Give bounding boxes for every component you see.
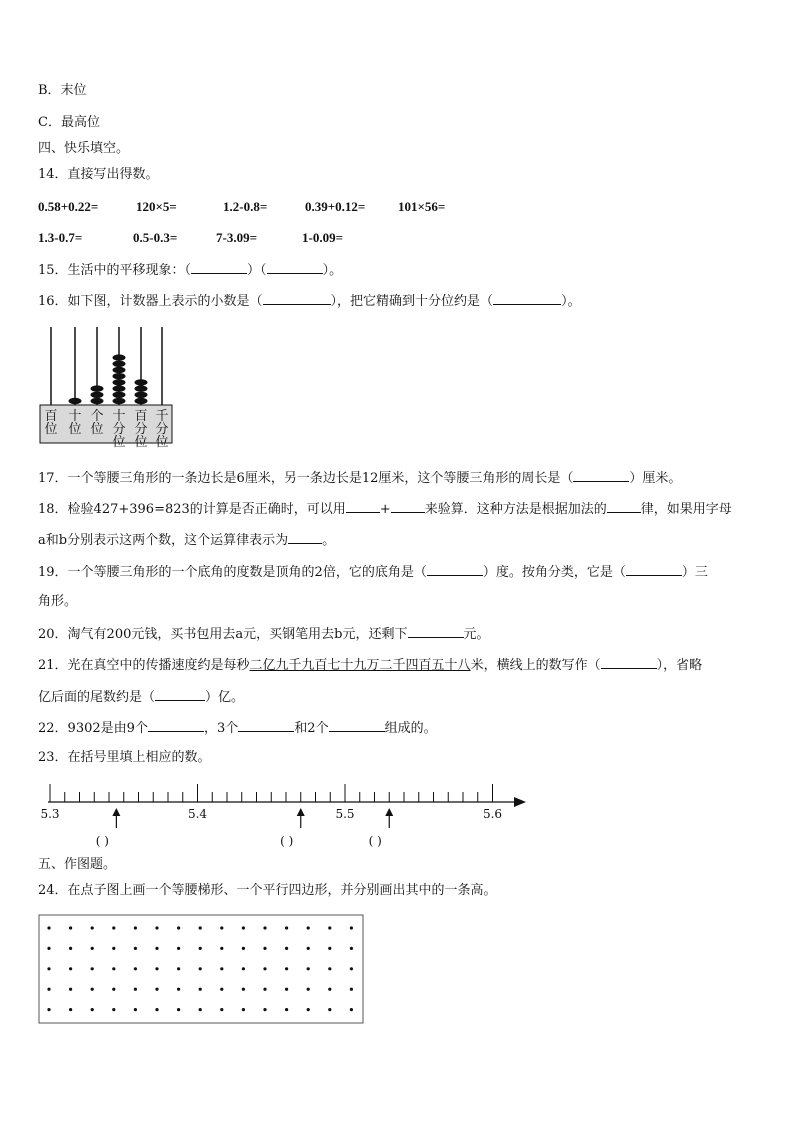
- grid-dot: [177, 1008, 180, 1011]
- number-line-tick-label: 5.4: [187, 807, 208, 821]
- abacus-bead: [113, 361, 126, 367]
- answer-parentheses: ( ): [95, 834, 109, 848]
- grid-dot: [134, 1008, 137, 1011]
- grid-dot: [285, 967, 288, 970]
- grid-dot: [69, 988, 72, 991]
- option-c: C．最高位: [38, 115, 100, 130]
- number-line-tick-label: 5.5: [335, 807, 355, 821]
- grid-dot: [328, 988, 331, 991]
- abacus-bead: [113, 367, 126, 373]
- grid-dot: [134, 926, 137, 929]
- q14-calc: 7-3.09=: [216, 230, 257, 245]
- grid-dot: [177, 988, 180, 991]
- grid-dot: [112, 926, 115, 929]
- grid-dot: [112, 967, 115, 970]
- grid-dot: [91, 947, 94, 950]
- q23-title: 23．在括号里填上相应的数。: [38, 750, 211, 765]
- grid-dot: [307, 1008, 310, 1011]
- grid-dot: [91, 967, 94, 970]
- grid-dot: [220, 1008, 223, 1011]
- abacus-base: [40, 405, 172, 443]
- grid-dot: [350, 967, 353, 970]
- answer-parentheses: ( ): [368, 834, 382, 848]
- option-b: B．末位: [38, 83, 87, 98]
- grid-dot: [220, 988, 223, 991]
- abacus-bead: [135, 398, 148, 404]
- grid-dot: [134, 947, 137, 950]
- abacus-bead: [113, 373, 126, 379]
- q14-calc: 101×56=: [398, 199, 446, 214]
- answer-blank[interactable]: [391, 500, 425, 513]
- q14-calc: 1-0.09=: [302, 230, 343, 245]
- grid-dot: [220, 947, 223, 950]
- grid-dot: [177, 967, 180, 970]
- grid-dot: [112, 1008, 115, 1011]
- grid-dot: [350, 1008, 353, 1011]
- grid-dot: [155, 988, 158, 991]
- answer-blank[interactable]: [601, 656, 657, 669]
- grid-dot: [134, 988, 137, 991]
- grid-dot: [69, 1008, 72, 1011]
- grid-dot: [199, 947, 202, 950]
- q18-line2: a和b分别表示这两个数，这个运算律表示为 。: [38, 533, 336, 548]
- abacus-column-label: 个位: [90, 409, 104, 437]
- abacus-column-label: 十位: [68, 409, 82, 437]
- q14-calc: 0.5-0.3=: [133, 230, 178, 245]
- grid-dot: [285, 926, 288, 929]
- grid-dot: [242, 926, 245, 929]
- abacus-bead: [91, 392, 104, 398]
- abacus-bead: [113, 398, 126, 404]
- grid-dot: [263, 988, 266, 991]
- grid-dot: [285, 988, 288, 991]
- abacus-column-label: 百位: [44, 409, 58, 437]
- grid-dot: [112, 947, 115, 950]
- section-4-heading: 四、快乐填空。: [38, 141, 130, 156]
- abacus-bead: [135, 392, 148, 398]
- q21-line2: 亿后面的尾数约是（ ）亿。: [38, 690, 245, 705]
- answer-blank[interactable]: [346, 500, 380, 513]
- q19-line2: 角形。: [38, 594, 78, 609]
- grid-dot: [328, 967, 331, 970]
- grid-dot: [307, 947, 310, 950]
- q14-calc: 120×5=: [136, 199, 177, 214]
- abacus-bead: [135, 379, 148, 385]
- grid-dot: [177, 947, 180, 950]
- grid-dot: [47, 947, 50, 950]
- q16: 16．如下图，计数器上表示的小数是（ ），把它精确到十分位约是（ ）。: [38, 294, 581, 309]
- number-line-marker-arrowhead: [385, 808, 393, 816]
- answer-parentheses: ( ): [280, 834, 294, 848]
- answer-blank[interactable]: [427, 563, 483, 576]
- grid-dot: [242, 988, 245, 991]
- grid-dot: [285, 947, 288, 950]
- answer-blank[interactable]: [191, 261, 247, 274]
- abacus-bead: [91, 385, 104, 391]
- answer-blank[interactable]: [573, 469, 629, 482]
- grid-dot: [91, 988, 94, 991]
- abacus-bead: [113, 379, 126, 385]
- grid-dot: [307, 988, 310, 991]
- grid-dot: [350, 926, 353, 929]
- abacus-bead: [113, 385, 126, 391]
- grid-dot: [155, 967, 158, 970]
- q19-line1: 19．一个等腰三角形的一个底角的度数是顶角的2倍，它的底角是（ ）度。按角分类，它是（ ）三: [38, 565, 708, 580]
- answer-blank[interactable]: [155, 688, 205, 701]
- abacus-column-label: 千分位: [155, 409, 169, 450]
- grid-dot: [47, 1008, 50, 1011]
- answer-blank[interactable]: [607, 500, 641, 513]
- number-line-marker-arrowhead: [297, 808, 305, 816]
- grid-dot: [134, 967, 137, 970]
- abacus-column-label: 百分位: [134, 409, 148, 450]
- answer-blank[interactable]: [329, 719, 385, 732]
- grid-dot: [155, 947, 158, 950]
- grid-dot: [155, 1008, 158, 1011]
- grid-dot: [328, 1008, 331, 1011]
- number-line-tick-label: 5.6: [482, 807, 503, 821]
- q14-calc: 0.58+0.22=: [38, 199, 99, 214]
- grid-dot: [199, 967, 202, 970]
- section-5-heading: 五、作图题。: [38, 857, 117, 872]
- number-line-arrowhead: [514, 797, 526, 807]
- q14-calc: 0.39+0.12=: [305, 199, 366, 214]
- grid-dot: [155, 926, 158, 929]
- grid-dot: [177, 926, 180, 929]
- abacus-counter-figure: [38, 325, 178, 455]
- grid-dot: [307, 967, 310, 970]
- q14-title: 14．直接写出得数。: [38, 167, 159, 182]
- abacus-bead: [135, 385, 148, 391]
- q18-line1: 18．检验427+396=823的计算是否正确时，可以用 + 来验算．这种方法是根据加法的 律，如果用字母: [38, 502, 732, 517]
- grid-dot: [350, 988, 353, 991]
- grid-dot: [69, 947, 72, 950]
- dot-grid-figure[interactable]: [38, 914, 366, 1026]
- grid-dot: [263, 1008, 266, 1011]
- answer-blank[interactable]: [288, 531, 322, 544]
- number-line-marker-arrowhead: [112, 808, 120, 816]
- abacus-bead: [91, 398, 104, 404]
- grid-dot: [199, 988, 202, 991]
- grid-dot: [69, 967, 72, 970]
- grid-dot: [112, 988, 115, 991]
- q21-line1: 21．光在真空中的传播速度约是每秒二亿九千九百七十九万二千四百五十八米，横线上的数写作（ ），省略: [38, 658, 703, 673]
- q14-calc: 1.2-0.8=: [223, 199, 268, 214]
- grid-dot: [91, 1008, 94, 1011]
- grid-dot: [328, 947, 331, 950]
- grid-dot: [285, 1008, 288, 1011]
- grid-dot: [350, 947, 353, 950]
- grid-dot: [242, 947, 245, 950]
- abacus-bead: [69, 398, 82, 404]
- answer-blank[interactable]: [408, 625, 464, 638]
- abacus-bead: [113, 354, 126, 360]
- answer-blank[interactable]: [267, 261, 323, 274]
- grid-dot: [263, 926, 266, 929]
- grid-dot: [263, 967, 266, 970]
- grid-dot: [47, 988, 50, 991]
- grid-dot: [242, 967, 245, 970]
- answer-blank[interactable]: [148, 719, 204, 732]
- abacus-bead: [113, 392, 126, 398]
- grid-dot: [307, 926, 310, 929]
- grid-dot: [47, 926, 50, 929]
- q24-title: 24．在点子图上画一个等腰梯形、一个平行四边形，并分别画出其中的一条高。: [38, 883, 497, 898]
- grid-dot: [69, 926, 72, 929]
- abacus-column-label: 十分位: [112, 409, 126, 450]
- answer-blank[interactable]: [263, 292, 331, 305]
- q14-calc: 1.3-0.7=: [38, 230, 83, 245]
- answer-blank[interactable]: [238, 719, 294, 732]
- answer-blank[interactable]: [626, 563, 682, 576]
- q20: 20．淘气有200元钱，买书包用去a元，买钢笔用去b元，还剩下 元。: [38, 627, 490, 642]
- q22: 22．9302是由9个 ，3个 和2个 组成的。: [38, 721, 437, 736]
- answer-blank[interactable]: [493, 292, 561, 305]
- q17: 17．一个等腰三角形的一条边长是6厘米，另一条边长是12厘米，这个等腰三角形的周长是（ ）厘米。: [38, 471, 682, 486]
- grid-dot: [242, 1008, 245, 1011]
- grid-dot: [220, 926, 223, 929]
- number-line-tick-label: 5.3: [40, 807, 60, 821]
- grid-dot: [199, 1008, 202, 1011]
- grid-dot: [199, 926, 202, 929]
- grid-dot: [220, 967, 223, 970]
- q15: 15．生活中的平移现象：（ ）（ ）。: [38, 263, 343, 278]
- grid-dot: [328, 926, 331, 929]
- grid-dot: [47, 967, 50, 970]
- grid-dot: [91, 926, 94, 929]
- grid-dot: [263, 947, 266, 950]
- number-line-figure: [38, 776, 538, 850]
